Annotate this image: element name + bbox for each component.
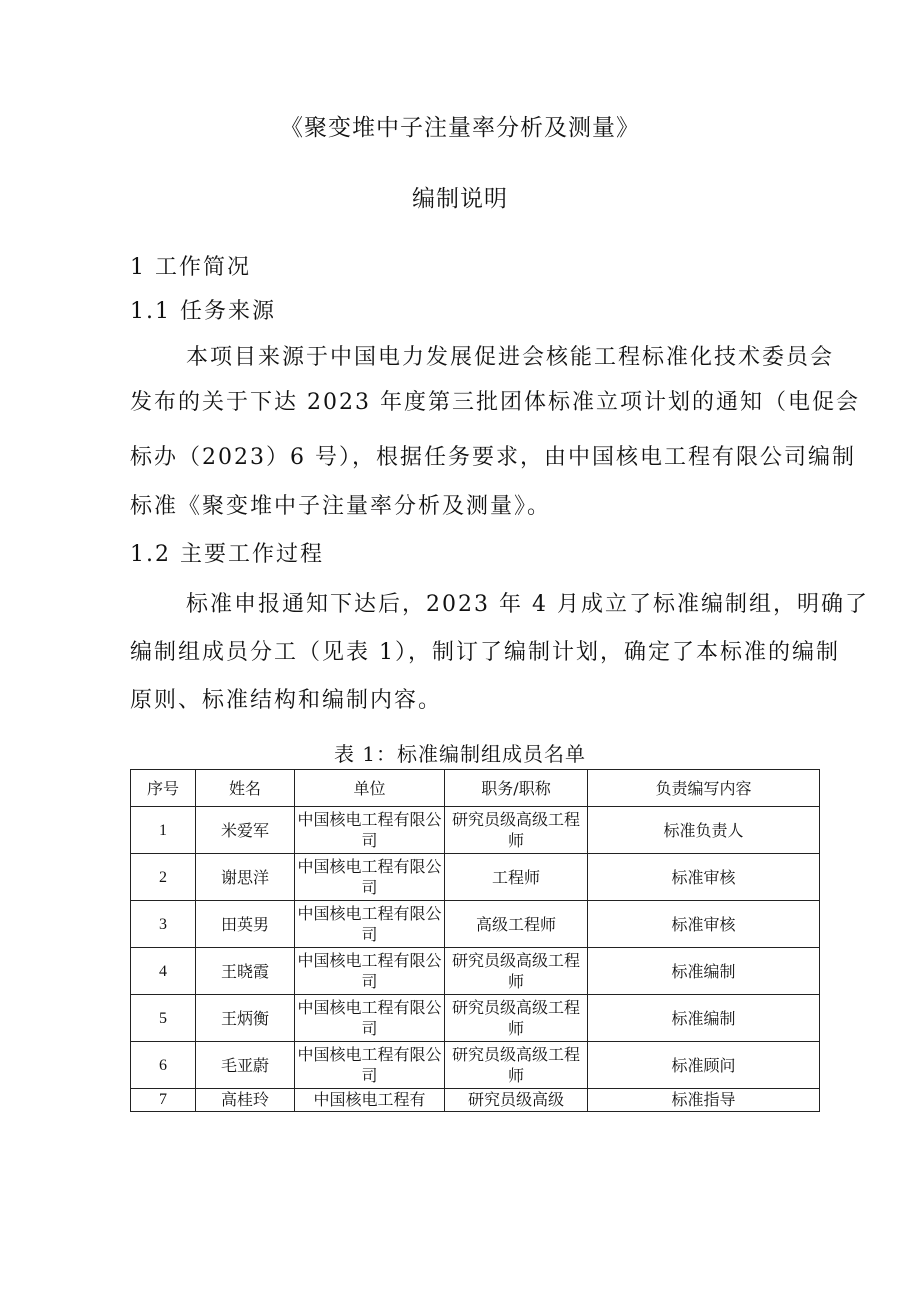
table-row xyxy=(131,901,820,948)
cell-seq: 6 xyxy=(131,1042,196,1089)
table-row xyxy=(131,854,820,901)
table-row xyxy=(131,948,820,995)
cell-responsibility: 标准编制 xyxy=(588,995,820,1042)
document-subtitle: 编制说明 xyxy=(412,186,508,212)
cell-seq: 5 xyxy=(131,995,196,1042)
table-header-row xyxy=(131,770,820,807)
table-row xyxy=(131,1089,820,1112)
cell-title xyxy=(445,807,588,854)
cell-seq: 7 xyxy=(131,1089,196,1112)
cell-unit xyxy=(295,948,445,995)
section-heading-1-1: 1.1 任务来源 xyxy=(130,299,276,324)
cell-title-text: 研究员级高级工程师 xyxy=(451,1045,580,1085)
cell-responsibility: 标准审核 xyxy=(588,854,820,901)
cell-unit xyxy=(295,901,445,948)
cell-unit xyxy=(295,1042,445,1089)
cell-title-text: 工程师 xyxy=(491,867,540,887)
cell-name: 谢思洋 xyxy=(196,854,295,901)
cell-name: 毛亚蔚 xyxy=(196,1042,295,1089)
cell-unit xyxy=(295,995,445,1042)
cell-name: 王晓霞 xyxy=(196,948,295,995)
cell-title-text: 研究员级高级工程师 xyxy=(451,951,580,991)
cell-seq: 1 xyxy=(131,807,196,854)
header-name: 姓名 xyxy=(196,770,295,807)
table-row xyxy=(131,995,820,1042)
cell-title-text: 研究员级高级工程师 xyxy=(451,998,580,1038)
section-heading-1-2: 1.2 主要工作过程 xyxy=(130,542,324,567)
cell-responsibility: 标准指导 xyxy=(588,1089,820,1112)
member-table xyxy=(130,769,820,1112)
cell-title-text: 高级工程师 xyxy=(475,914,556,934)
cell-name: 米爱军 xyxy=(196,807,295,854)
cell-unit-text: 中国核电工程有限公司 xyxy=(297,951,442,991)
cell-unit: 中国核电工程有 xyxy=(295,1089,445,1112)
cell-title xyxy=(445,995,588,1042)
work-process-line-1: 标准申报通知下达后，2023 年 4 月成立了标准编制组，明确了 xyxy=(186,592,869,617)
cell-responsibility: 标准负责人 xyxy=(588,807,820,854)
cell-unit-text: 中国核电工程有限公司 xyxy=(297,1045,442,1085)
cell-responsibility: 标准编制 xyxy=(588,948,820,995)
task-source-line-3: 标办（2023）6 号），根据任务要求，由中国核电工程有限公司编制 xyxy=(130,445,856,470)
cell-title xyxy=(445,1042,588,1089)
cell-title xyxy=(445,854,588,901)
cell-unit-text: 中国核电工程有限公司 xyxy=(297,857,442,897)
header-title: 职务/职称 xyxy=(445,770,588,807)
header-responsibility: 负责编写内容 xyxy=(588,770,820,807)
cell-responsibility: 标准顾问 xyxy=(588,1042,820,1089)
task-source-line-1: 本项目来源于中国电力发展促进会核能工程标准化技术委员会 xyxy=(186,345,835,370)
table-row xyxy=(131,1042,820,1089)
cell-unit-text: 中国核电工程有限公司 xyxy=(297,998,442,1038)
cell-seq: 3 xyxy=(131,901,196,948)
cell-unit-text: 中国核电工程有限公司 xyxy=(297,810,442,850)
cell-unit xyxy=(295,807,445,854)
document-title: 《聚变堆中子注量率分析及测量》 xyxy=(280,115,640,141)
cell-name: 田英男 xyxy=(196,901,295,948)
task-source-line-4: 标准《聚变堆中子注量率分析及测量》。 xyxy=(130,494,552,519)
cell-title xyxy=(445,948,588,995)
cell-responsibility: 标准审核 xyxy=(588,901,820,948)
cell-seq: 2 xyxy=(131,854,196,901)
section-heading-1: 1 工作简况 xyxy=(130,255,251,280)
cell-unit xyxy=(295,854,445,901)
cell-name: 高桂玲 xyxy=(196,1089,295,1112)
cell-title xyxy=(445,901,588,948)
cell-title: 研究员级高级 xyxy=(445,1089,588,1112)
cell-name: 王炳衡 xyxy=(196,995,295,1042)
task-source-line-2: 发布的关于下达 2023 年度第三批团体标准立项计划的通知（电促会 xyxy=(130,390,860,415)
header-unit: 单位 xyxy=(295,770,445,807)
table-caption: 表 1：标准编制组成员名单 xyxy=(333,742,587,766)
work-process-line-2: 编制组成员分工（见表 1），制订了编制计划，确定了本标准的编制 xyxy=(130,640,840,665)
table-row xyxy=(131,807,820,854)
work-process-line-3: 原则、标准结构和编制内容。 xyxy=(130,688,443,713)
cell-seq: 4 xyxy=(131,948,196,995)
cell-title-text: 研究员级高级工程师 xyxy=(451,810,580,850)
cell-unit-text: 中国核电工程有限公司 xyxy=(297,904,442,944)
header-seq: 序号 xyxy=(131,770,196,807)
